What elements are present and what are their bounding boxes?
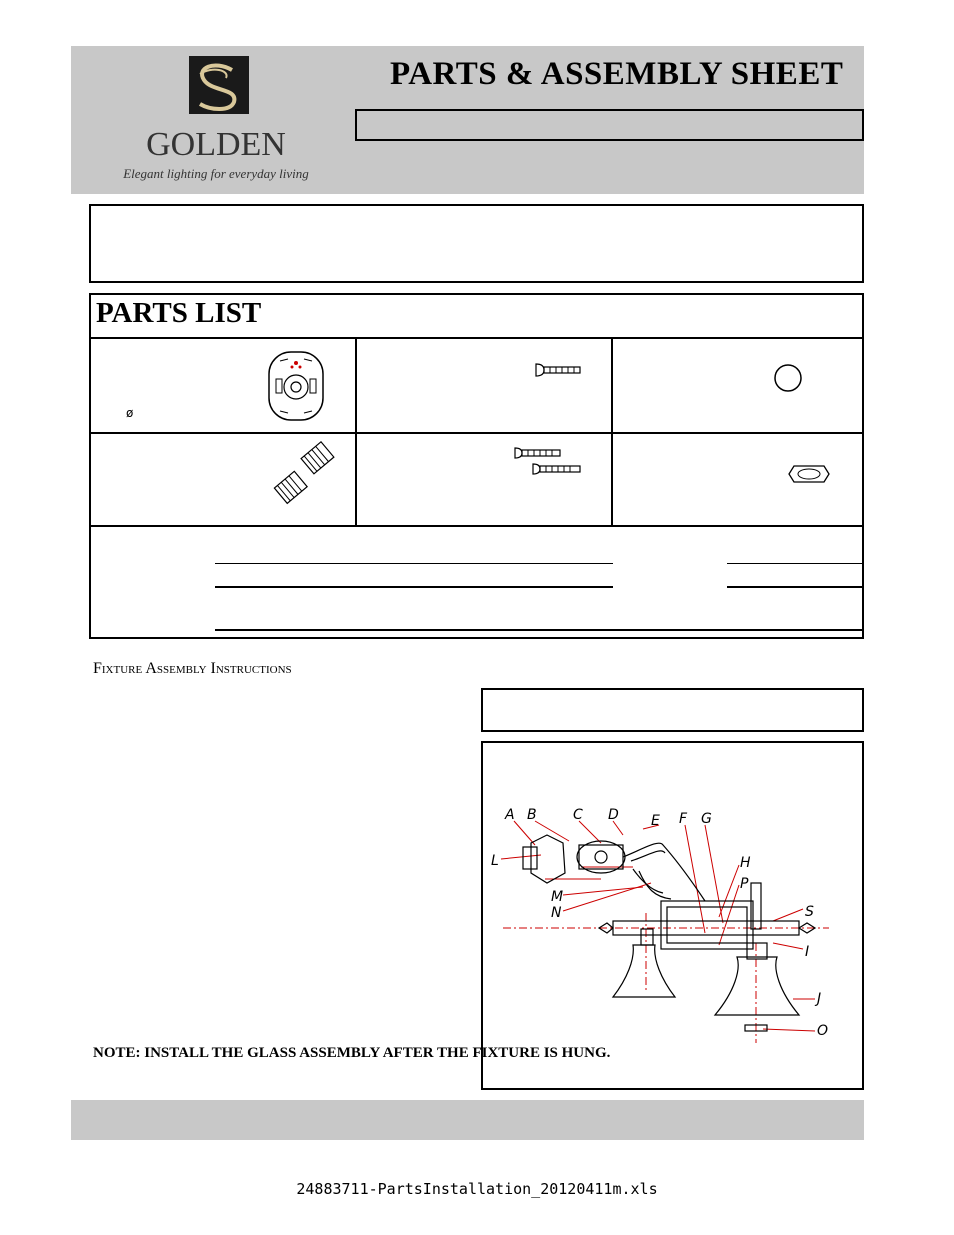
diagram-label-a: A: [505, 807, 515, 823]
note-text: INSTALL THE GLASS ASSEMBLY AFTER THE FIXTURE IS HUNG.: [144, 1045, 611, 1061]
fill-line: [215, 586, 613, 588]
diagram-label-e: E: [651, 813, 660, 829]
glass-assembly-note: [93, 1042, 610, 1064]
hex-nut-icon: [788, 462, 830, 486]
diagram-label-i: I: [805, 944, 810, 960]
screws-pair-icon: [513, 446, 583, 482]
diagram-label-n: N: [551, 905, 562, 921]
diagram-label-s: S: [805, 904, 814, 920]
logo-mark-icon: [123, 52, 309, 186]
right-note-box: [481, 688, 864, 732]
fill-line: [215, 563, 613, 564]
diagram-label-o: O: [817, 1023, 829, 1039]
diagram-label-j: J: [817, 991, 822, 1007]
diameter-symbol: ø: [126, 406, 134, 420]
wire-nut-icon: [268, 438, 342, 510]
diagram-label-l: L: [491, 853, 499, 869]
parts-list-box: [89, 293, 864, 639]
description-box: [89, 204, 864, 283]
parts-divider: [91, 432, 862, 434]
parts-column-divider: [355, 337, 357, 527]
diagram-label-p: P: [740, 876, 749, 892]
footer-bar: [71, 1100, 864, 1140]
file-name: 24883711-PartsInstallation_20120411m.xls: [296, 1180, 658, 1198]
parts-divider: [91, 525, 862, 527]
fixture-exploded-diagram: [483, 743, 862, 1088]
fill-line: [215, 629, 864, 631]
diagram-label-f: F: [679, 811, 688, 827]
diagram-label-g: G: [701, 811, 712, 827]
sheet-title: PARTS & ASSEMBLY SHEET: [390, 56, 844, 92]
brand-tagline: Elegant lighting for everyday living: [123, 166, 309, 181]
diagram-label-b: B: [527, 807, 537, 823]
screw-icon: [534, 362, 582, 378]
diagram-label-c: C: [573, 807, 583, 823]
assembly-diagram-box: [481, 741, 864, 1090]
knob-icon: [772, 361, 804, 395]
parts-column-divider: [611, 337, 613, 527]
diagram-label-d: D: [608, 807, 619, 823]
brand-name: GOLDEN: [146, 126, 286, 163]
fill-line: [727, 586, 864, 588]
model-number-box: [355, 109, 864, 141]
note-prefix: NOTE:: [93, 1045, 141, 1061]
parts-list-title: PARTS LIST: [96, 297, 262, 329]
diagram-label-m: M: [551, 889, 564, 905]
assembly-instructions-heading: Fixture Assembly Instructions: [93, 660, 292, 677]
diagram-label-h: H: [740, 855, 751, 871]
fill-line: [727, 563, 864, 564]
golden-logo: [123, 52, 309, 186]
parts-divider: [91, 337, 862, 339]
mounting-plate-icon: [266, 349, 326, 423]
